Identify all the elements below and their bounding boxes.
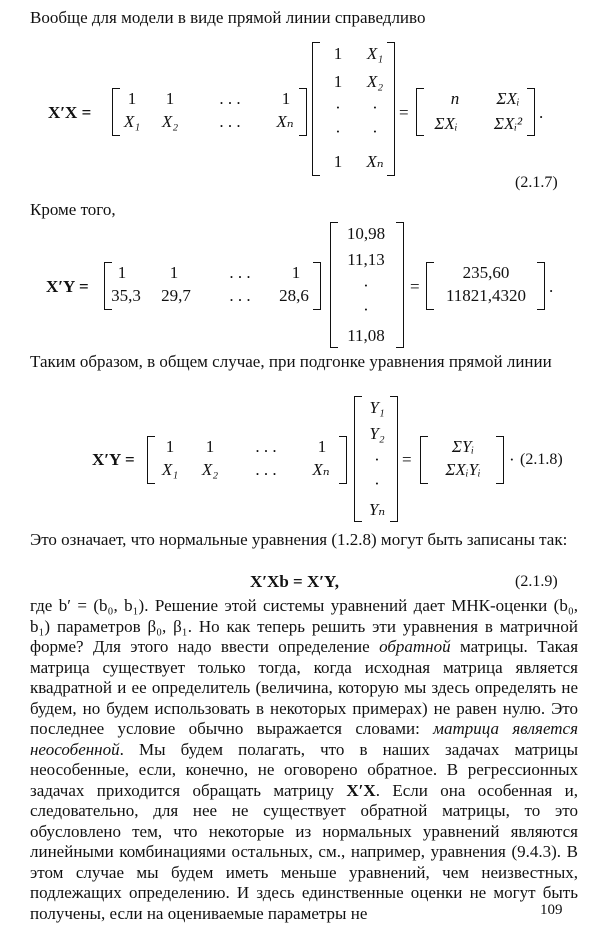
matrix-cell: 1	[169, 263, 179, 282]
matrix-cell: 1	[205, 437, 215, 456]
matrix-cell: ΣXᵢ	[496, 89, 520, 108]
matrix-cell: 1	[333, 44, 343, 63]
result-cell: ΣYᵢ	[451, 437, 475, 456]
matrix-cell: X₂	[161, 112, 179, 131]
intro-text: Вообще для модели в виде прямой линии справедливо	[30, 8, 426, 27]
matrix-cell: Xₙ	[366, 152, 384, 171]
matrix-cell: n	[450, 89, 460, 108]
term-xx: X′X	[346, 780, 376, 800]
matrix-cell: Xₙ	[312, 460, 330, 479]
result-cell: 11821,4320	[445, 286, 527, 305]
paragraph-text: . Если она особенная и, следовательно, для нее не существует обратной матрицы, то это обусловлено тем, что некоторые из нормальных уравнений являются линейными комбинациями остальных, см., например, уравнения (9.4.3). В этом случае мы будем иметь меньше уравнений, чем неизвестных, подлежащих определению. И здесь единственные оценки не могут быть получены, если на оцениваемые параметры не	[30, 780, 578, 923]
matrix-cell: 35,3	[111, 286, 141, 305]
paragraph-text: где b′ = (b₀, b₁). Решение этой системы уравнений дает МНК-оценки (b₀, b₁) параметров β₀, β₁. Но как теперь решить эти уравнения в матричной форме? Для этого надо ввести определение	[30, 596, 578, 656]
matrix-cell: X₁	[161, 460, 179, 479]
besides-text: Кроме того,	[30, 200, 116, 219]
paragraph-text: . Мы будем полагать, что в наших задачах матрицы неособенные, если, конечно, не оговорено обратное. В регрессионных задачах приходится обращать матрицу	[30, 739, 578, 800]
equation-number: (2.1.8)	[520, 451, 563, 468]
column-cell: ·	[363, 276, 369, 295]
eq-lhs: X′Y =	[46, 277, 89, 296]
matrix-cell: ·	[335, 98, 341, 117]
column-cell: 10,98	[346, 224, 386, 243]
eq-expr: X′Xb = X′Y,	[250, 572, 340, 591]
column-cell: Yₙ	[368, 500, 386, 519]
period: .	[549, 277, 554, 296]
matrix-cell: Xₙ	[276, 112, 294, 131]
normal-eq-text: Это означает, что нормальные уравнения (1.2.8) могут быть записаны так:	[30, 530, 568, 549]
equation-number: (2.1.9)	[515, 573, 558, 590]
matrix-cell: 1	[281, 89, 291, 108]
matrix-cell: . . .	[219, 112, 241, 131]
matrix-cell: . . .	[255, 460, 277, 479]
page-number: 109	[540, 902, 563, 918]
equation-number: (2.1.7)	[515, 174, 558, 191]
matrix-cell: X₁	[366, 44, 384, 63]
paragraph-text: матрицы. Такая матрица существует только тогда, когда исходная матрица является квадратной и ее определитель (величина, которую мы здесь определять не будем, но будем использовать в некоторых примерах) не равен нулю. Это последнее условие обычно выражается словами:	[30, 637, 579, 738]
result-cell: 235,60	[462, 263, 510, 282]
equals-sign: =	[410, 277, 420, 296]
column-cell: ·	[374, 474, 380, 493]
column-cell: Y₂	[369, 424, 385, 443]
matrix-cell: ·	[372, 122, 378, 141]
matrix-cell: ΣXᵢ²	[493, 114, 523, 133]
matrix-cell: X₁	[123, 112, 141, 131]
column-cell: ·	[374, 450, 380, 469]
equals-sign: =	[402, 450, 412, 469]
term-nonsingular: матрица является неособенной	[30, 719, 578, 759]
matrix-cell: 29,7	[161, 286, 191, 305]
column-cell: Y₁	[369, 398, 385, 417]
matrix-cell: . . .	[219, 89, 241, 108]
matrix-cell: 1	[117, 263, 127, 282]
matrix-cell: ·	[335, 122, 341, 141]
matrix-cell: X₂	[201, 460, 219, 479]
eq-lhs: X′Y =	[92, 450, 135, 469]
matrix-cell: X₂	[366, 72, 384, 91]
period: ·	[509, 450, 515, 469]
matrix-cell: ·	[372, 98, 378, 117]
eq-lhs: X′X =	[48, 103, 92, 122]
body-paragraph	[30, 596, 578, 924]
general-case-text: Таким образом, в общем случае, при подгонке уравнения прямой линии	[30, 352, 552, 371]
equals-sign: =	[399, 103, 409, 122]
matrix-cell: 1	[165, 89, 175, 108]
matrix-cell: 1	[333, 72, 343, 91]
matrix-cell: . . .	[255, 437, 277, 456]
matrix-cell: 1	[165, 437, 175, 456]
matrix-cell: 1	[333, 152, 343, 171]
matrix-cell: 1	[317, 437, 327, 456]
matrix-cell: 1	[291, 263, 301, 282]
column-cell: 11,08	[347, 326, 385, 345]
result-cell: ΣXᵢYᵢ	[445, 460, 481, 479]
matrix-cell: 1	[127, 89, 137, 108]
matrix-cell: . . .	[229, 263, 251, 282]
matrix-cell: . . .	[229, 286, 251, 305]
column-cell: 11,13	[347, 250, 385, 269]
column-cell: ·	[363, 300, 369, 319]
period: .	[539, 103, 544, 122]
matrix-cell: ΣXᵢ	[434, 114, 458, 133]
matrix-cell: 28,6	[279, 286, 309, 305]
term-inverse: обратной	[379, 637, 451, 656]
